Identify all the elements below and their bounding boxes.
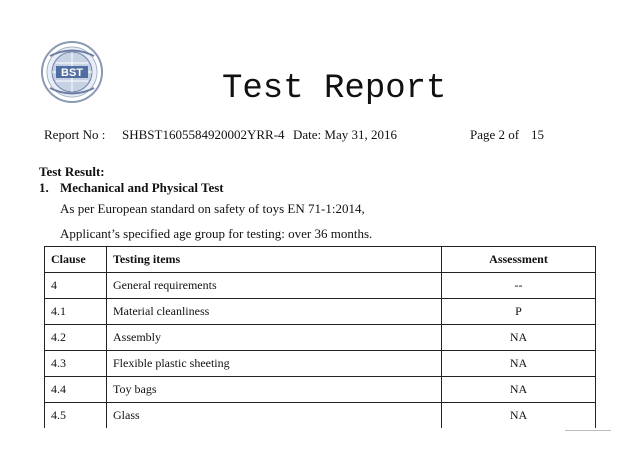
clause-cell: 4.4 bbox=[45, 377, 107, 403]
header-assessment: Assessment bbox=[442, 247, 596, 273]
standard-text: As per European standard on safety of toys EN 71-1:2014, bbox=[60, 201, 365, 216]
report-number: SHBST1605584920002YRR-4 bbox=[122, 127, 285, 142]
table-header-row bbox=[45, 247, 596, 273]
results-table bbox=[44, 246, 596, 428]
item-cell: Toy bags bbox=[107, 377, 442, 403]
header-testing-items: Testing items bbox=[107, 247, 442, 273]
section-title: Mechanical and Physical Test bbox=[60, 180, 224, 195]
table-row bbox=[45, 351, 596, 377]
logo-lettering: BST bbox=[61, 67, 83, 79]
clause-cell: 4.2 bbox=[45, 325, 107, 351]
page-indicator: Page 2 of bbox=[470, 127, 520, 142]
report-date: Date: May 31, 2016 bbox=[293, 127, 397, 142]
page-total: 15 bbox=[531, 127, 544, 142]
report-no-label: Report No : bbox=[44, 127, 106, 142]
clause-cell: 4 bbox=[45, 273, 107, 299]
table-row bbox=[45, 325, 596, 351]
assessment-cell: NA bbox=[442, 403, 596, 429]
assessment-cell: -- bbox=[442, 273, 596, 299]
item-cell: Material cleanliness bbox=[107, 299, 442, 325]
clause-cell: 4.1 bbox=[45, 299, 107, 325]
page-edge-mark bbox=[565, 430, 611, 431]
bst-logo bbox=[41, 41, 103, 103]
document-title: Test Report bbox=[222, 70, 447, 108]
table-row bbox=[45, 273, 596, 299]
item-cell: Glass bbox=[107, 403, 442, 429]
section-number: 1. bbox=[39, 180, 49, 195]
assessment-cell: NA bbox=[442, 351, 596, 377]
header-clause: Clause bbox=[45, 247, 107, 273]
table-row bbox=[45, 377, 596, 403]
assessment-cell: P bbox=[442, 299, 596, 325]
age-group-text: Applicant’s specified age group for testing: over 36 months. bbox=[60, 226, 373, 241]
test-result-heading: Test Result: bbox=[39, 164, 105, 179]
clause-cell: 4.5 bbox=[45, 403, 107, 429]
assessment-cell: NA bbox=[442, 377, 596, 403]
assessment-cell: NA bbox=[442, 325, 596, 351]
table-row bbox=[45, 403, 596, 429]
item-cell: Flexible plastic sheeting bbox=[107, 351, 442, 377]
clause-cell: 4.3 bbox=[45, 351, 107, 377]
item-cell: General requirements bbox=[107, 273, 442, 299]
table-row bbox=[45, 299, 596, 325]
section-heading bbox=[39, 180, 224, 196]
item-cell: Assembly bbox=[107, 325, 442, 351]
